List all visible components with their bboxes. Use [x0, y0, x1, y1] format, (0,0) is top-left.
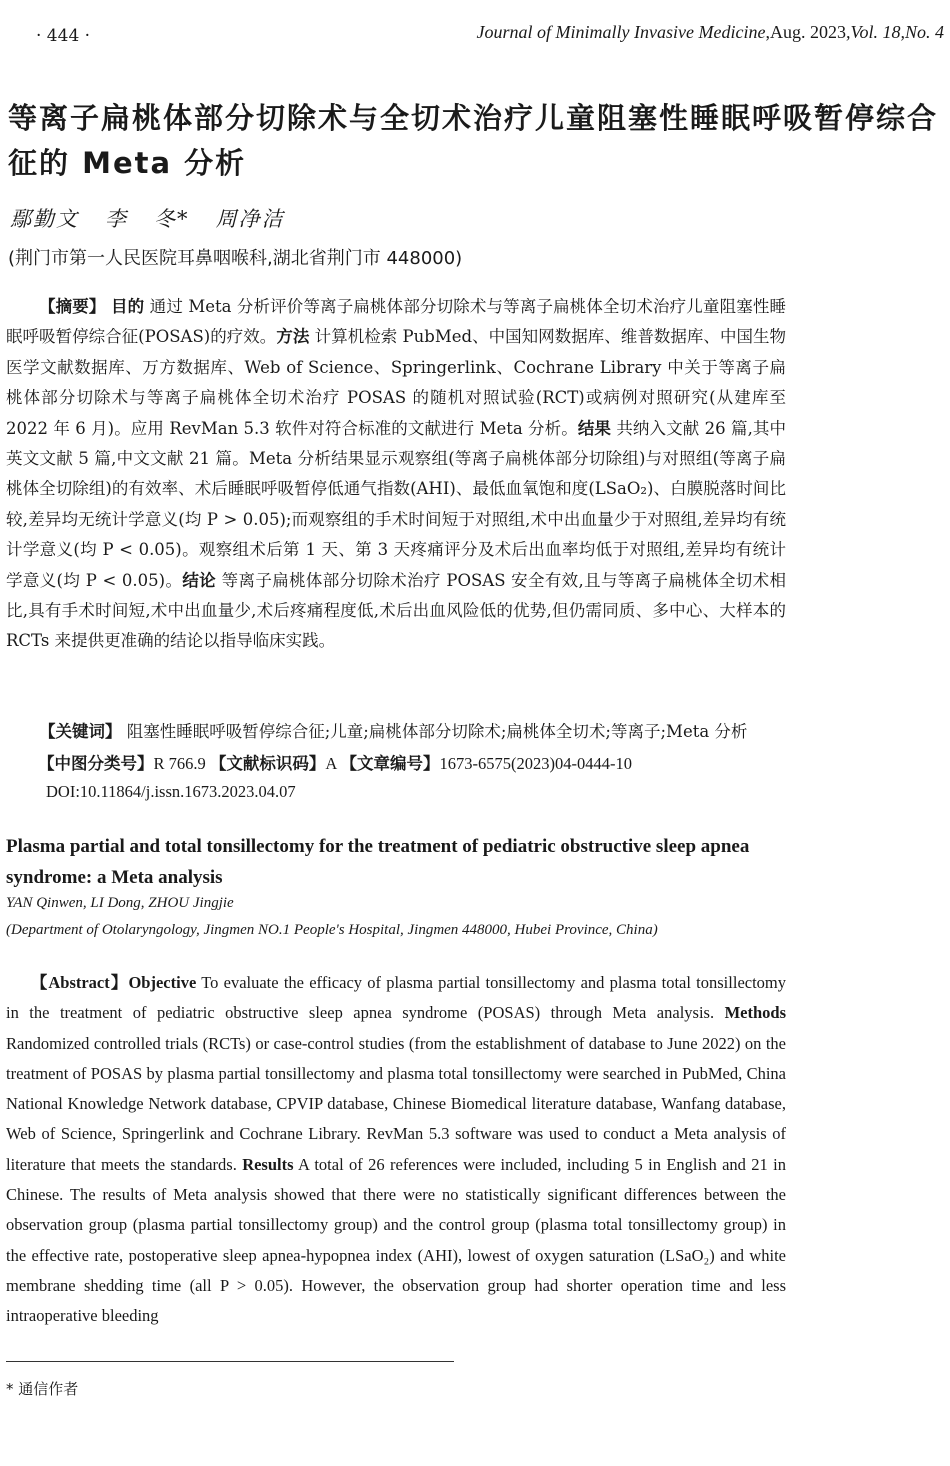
- methods-en-text: Randomized controlled trials (RCTs) or case-control studies (from the establishment of database to June 2022) on the treatment of POSAS by plasma partial tonsillectomy and plasma total tonsillectomy were searched in PubMed, China National Knowledge Network database, CPVIP database, Chinese Biomedical literature database, Wanfang database, Web of Science, Springerlink and Cochrane Library. RevMan 5.3 software was used to conduct a Meta analysis of literature that meets the standards.: [6, 1033, 786, 1174]
- objective-text: 通过 Meta 分析评价等离子扁桃体部分切除术与等离子扁桃体全切术治疗儿童阻塞性睡眠呼吸暂停综合征(POSAS)的疗效。: [6, 297, 787, 347]
- article-title-en: Plasma partial and total tonsillectomy for the treatment of pediatric obstructive sleep apnea syndrome: a Meta analysis: [6, 836, 750, 888]
- results-label: 结果: [577, 418, 611, 438]
- authors-zh: 鄢勤文 李 冬* 周净洁: [10, 207, 285, 231]
- classification-line: [38, 750, 632, 774]
- authors-en: YAN Qinwen, LI Dong, ZHOU Jingjie: [6, 895, 234, 911]
- objective-en-label: Objective: [128, 973, 197, 992]
- keywords-zh: [6, 717, 786, 747]
- objective-en-text: To evaluate the efficacy of plasma partial tonsillectomy and plasma total tonsillectomy in the treatment of pediatric obstructive sleep apnea syndrome (POSAS) through Meta analysis.: [6, 973, 787, 1023]
- journal-issue: ,No. 4: [900, 22, 944, 42]
- page-number: · 444 ·: [36, 26, 91, 46]
- methods-label: 方法: [276, 327, 310, 347]
- conclusion-text: 等离子扁桃体部分切除术治疗 POSAS 安全有效,且与等离子扁桃体全切术相比,具有手术时间短,术中出血量少,术后疼痛程度低,术后出血风险低的优势,但仍需同质、多中心、大样本的 RCTs 来提供更准确的结论以指导临床实践。: [6, 570, 787, 651]
- keywords-label: 【关键词】: [39, 722, 122, 741]
- article-number-value: 1673-6575(2023)04-0444-10: [439, 754, 633, 773]
- keywords-text: 阻塞性睡眠呼吸暂停综合征;儿童;扁桃体部分切除术;扁桃体全切术;等离子;Meta 分析: [126, 722, 748, 741]
- objective-label: 目的: [110, 297, 145, 316]
- results-en-label: Results: [242, 1154, 294, 1174]
- journal-date: ,Aug. 2023: [765, 22, 846, 42]
- doc-code-value: A: [325, 754, 337, 773]
- abstract-en-label: 【Abstract】: [30, 973, 129, 992]
- methods-text: 计算机检索 PubMed、中国知网数据库、维普数据库、中国生物医学文献数据库、万方数据库、Web of Science、Springerlink、Cochrane Library 中关于等离子扁桃体部分切除术与等离子扁桃体全切术治疗 POSAS 的随机对照试验(RCT)或病例对照研究(从建库至 2022 年 6 月)。应用 RevMan 5.3 软件对符合标准的文献进行 Meta 分析。: [6, 327, 787, 438]
- abstract-zh: [6, 292, 786, 657]
- clc-value: R 766.9: [153, 754, 206, 773]
- results-text: 共纳入文献 26 篇,其中英文文献 5 篇,中文文献 21 篇。Meta 分析结果显示观察组(等离子扁桃体部分切除组)与对照组(等离子扁桃体全切除组)的有效率、术后睡眠呼吸暂停低通气指数(AHI)、最低血氧饱和度(LSaO₂)、白膜脱落时间比较,差异均无统计学意义(均 P > 0.05);而观察组的手术时间短于对照组,术中出血量少于对照组,差异均有统计学意义(均 P < 0.05)。观察组术后第 1 天、第 3 天疼痛评分及术后出血率均低于对照组,差异均有统计学意义(均 P < 0.05)。: [6, 418, 787, 590]
- journal-name: Journal of Minimally Invasive Medicine: [476, 22, 766, 42]
- methods-en-label: Methods: [724, 1003, 786, 1023]
- affiliation-zh: (荆门市第一人民医院耳鼻咽喉科,湖北省荆门市 448000): [8, 248, 463, 269]
- results-en-text: A total of 26 references were included, including 5 in English and 21 in Chinese. The results of Meta analysis showed that there were no statistically significant differences between the observation group (plasma partial tonsillectomy group) and the control group (plasma total tonsillectomy group) in the effective rate, postoperative sleep apnea-hypopnea index (AHI), lowest of oxygen saturation (LSaO₂) and white membrane shedding time (all P > 0.05). However, the observation group had shorter operation time and less intraoperative bleeding: [6, 1154, 786, 1326]
- clc-label: 【中图分类号】: [38, 754, 154, 773]
- affiliation-en: (Department of Otolaryngology, Jingmen NO.1 People's Hospital, Jingmen 448000, Hubei Province, China): [6, 922, 658, 938]
- article-number-label: 【文章编号】: [340, 754, 440, 773]
- doc-code-label: 【文献标识码】: [209, 754, 326, 773]
- abstract-en: [6, 968, 786, 1332]
- doi: DOI:10.11864/j.issn.1673.2023.04.07: [46, 782, 296, 801]
- footnote-divider: [6, 1361, 454, 1362]
- journal-header: [477, 22, 944, 43]
- journal-volume: ,Vol. 18: [845, 22, 901, 42]
- footnote: * 通信作者: [6, 1380, 79, 1398]
- conclusion-label: 结论: [182, 570, 217, 590]
- article-title-zh: 等离子扁桃体部分切除术与全切术治疗儿童阻塞性睡眠呼吸暂停综合征的 Meta 分析: [8, 101, 939, 180]
- abstract-label: 【摘要】: [39, 297, 106, 316]
